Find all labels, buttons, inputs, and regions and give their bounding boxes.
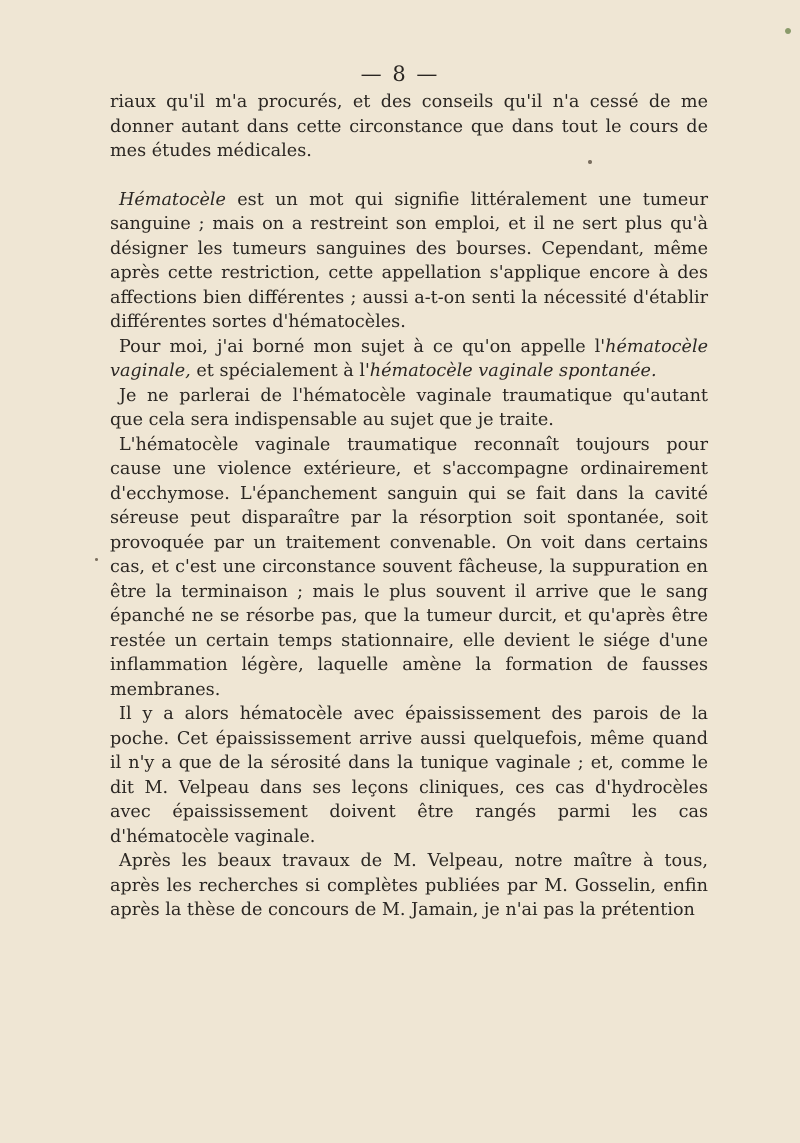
paper-speck xyxy=(588,160,592,164)
paragraph-2 xyxy=(110,188,708,335)
paper-speck xyxy=(95,558,98,561)
italic-term: hématocèle vaginale, xyxy=(110,336,708,381)
body-text xyxy=(110,90,708,923)
paragraph-3-mid: et spécialement à l' xyxy=(190,361,370,381)
italic-term: hématocèle vaginale spontanée. xyxy=(369,361,657,381)
paragraph-2-text: est un mot qui signifie littéralement une tumeur sanguine ; mais on a restreint son emploi, et il ne sert plus qu'à désigner les tumeurs sanguines des bourses. Cependant, même après cette restriction, cette appellation s'applique encore à des affections bien différentes ; aussi a-t-on senti la nécessité d'établir différentes sortes d'hématocèles. xyxy=(110,189,708,332)
paragraph-7: Après les beaux travaux de M. Velpeau, notre maître à tous, après les recherches si complètes publiées par M. Gosselin, enfin après la thèse de concours de M. Jamain, je n'ai pas la prétention xyxy=(110,851,708,920)
paragraph-6: Il y a alors hématocèle avec épaississement des parois de la poche. Cet épaississement arrive aussi quelquefois, même quand il n'y a que de la sérosité dans la tunique vaginale ; et, comme le dit M. Velpeau dans ses leçons cliniques, ces cas d'hydrocèles avec épaississement doivent être rangés parmi les cas d'hématocèle vaginale. xyxy=(110,704,708,847)
paragraph-4: Je ne parlerai de l'hématocèle vaginale traumatique qu'autant que cela sera indispensable au sujet que je traite. xyxy=(110,385,708,430)
italic-term: Hématocèle xyxy=(119,189,226,210)
paper-speck xyxy=(785,28,791,34)
paragraph-5: L'hématocèle vaginale traumatique reconnaît toujours pour cause une violence extérieure, et s'accompagne ordinairement d'ecchymose. L'épanchement sanguin qui se fait dans la cavité séreuse peut disparaître par la résorption soit spontanée, soit provoquée par un traitement convenable. On voit dans certains cas, et c'est une circonstance souvent fâcheuse, la suppuration en être la terminaison ; mais le plus souvent il arrive que le sang épanché ne se résorbe pas, que la tumeur durcit, et qu'après être restée un certain temps stationnaire, elle devient le siége d'une inflammation légère, laquelle amène la formation de fausses membranes. xyxy=(110,434,708,700)
page-number: — 8 — xyxy=(360,62,440,86)
paragraph-1: riaux qu'il m'a procurés, et des conseils qu'il n'a cessé de me donner autant dans cette circonstance que dans tout le cours de mes études médicales. xyxy=(110,92,708,161)
paragraph-3 xyxy=(110,335,708,384)
paragraph-3-lead: Pour moi, j'ai borné mon sujet à ce qu'on appelle l' xyxy=(119,336,606,357)
